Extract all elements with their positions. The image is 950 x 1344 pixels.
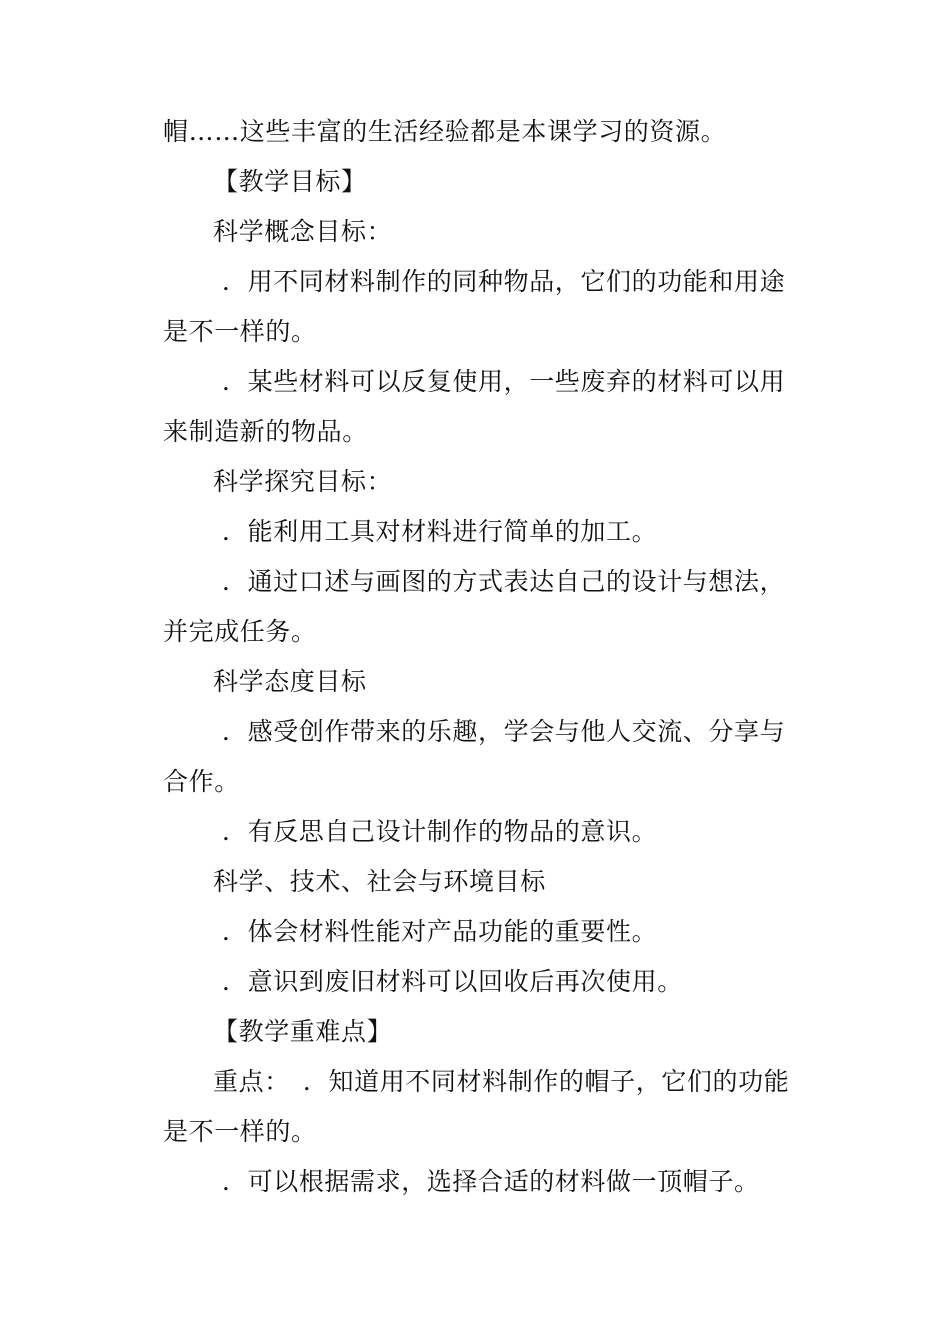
list-item: ．用不同材料制作的同种物品，它们的功能和用途 <box>222 267 786 296</box>
list-item: ．意识到废旧材料可以回收后再次使用。 <box>222 967 683 996</box>
key-point-line: 重点： ．知道用不同材料制作的帽子，它们的功能 <box>213 1067 790 1096</box>
list-item: ．通过口述与画图的方式表达自己的设计与想法， <box>222 567 786 596</box>
list-item-continuation: 合作。 <box>163 767 240 796</box>
list-item: ．能利用工具对材料进行简单的加工。 <box>222 517 658 546</box>
subheading-inquiry-goals: 科学探究目标： <box>213 467 393 496</box>
subheading-attitude-goals: 科学态度目标 <box>213 667 367 696</box>
list-item-continuation: 是不一样的。 <box>163 317 317 346</box>
key-point-continuation: 是不一样的。 <box>163 1117 317 1146</box>
list-item: ．可以根据需求，选择合适的材料做一顶帽子。 <box>222 1167 760 1196</box>
subheading-sts-goals: 科学、技术、社会与环境目标 <box>213 867 546 896</box>
list-item: ．感受创作带来的乐趣，学会与他人交流、分享与 <box>222 717 786 746</box>
list-item: ．体会材料性能对产品功能的重要性。 <box>222 917 658 946</box>
list-item-continuation: 来制造新的物品。 <box>163 417 368 446</box>
paragraph-line: 帽……这些丰富的生活经验都是本课学习的资源。 <box>163 117 727 146</box>
section-heading-teaching-goals: 【教学目标】 <box>213 167 367 196</box>
list-item: ．有反思自己设计制作的物品的意识。 <box>222 817 658 846</box>
list-item: ．某些材料可以反复使用，一些废弃的材料可以用 <box>222 367 786 396</box>
subheading-concept-goals: 科学概念目标： <box>213 217 393 246</box>
list-item-continuation: 并完成任务。 <box>163 617 317 646</box>
section-heading-key-points: 【教学重难点】 <box>213 1017 393 1046</box>
